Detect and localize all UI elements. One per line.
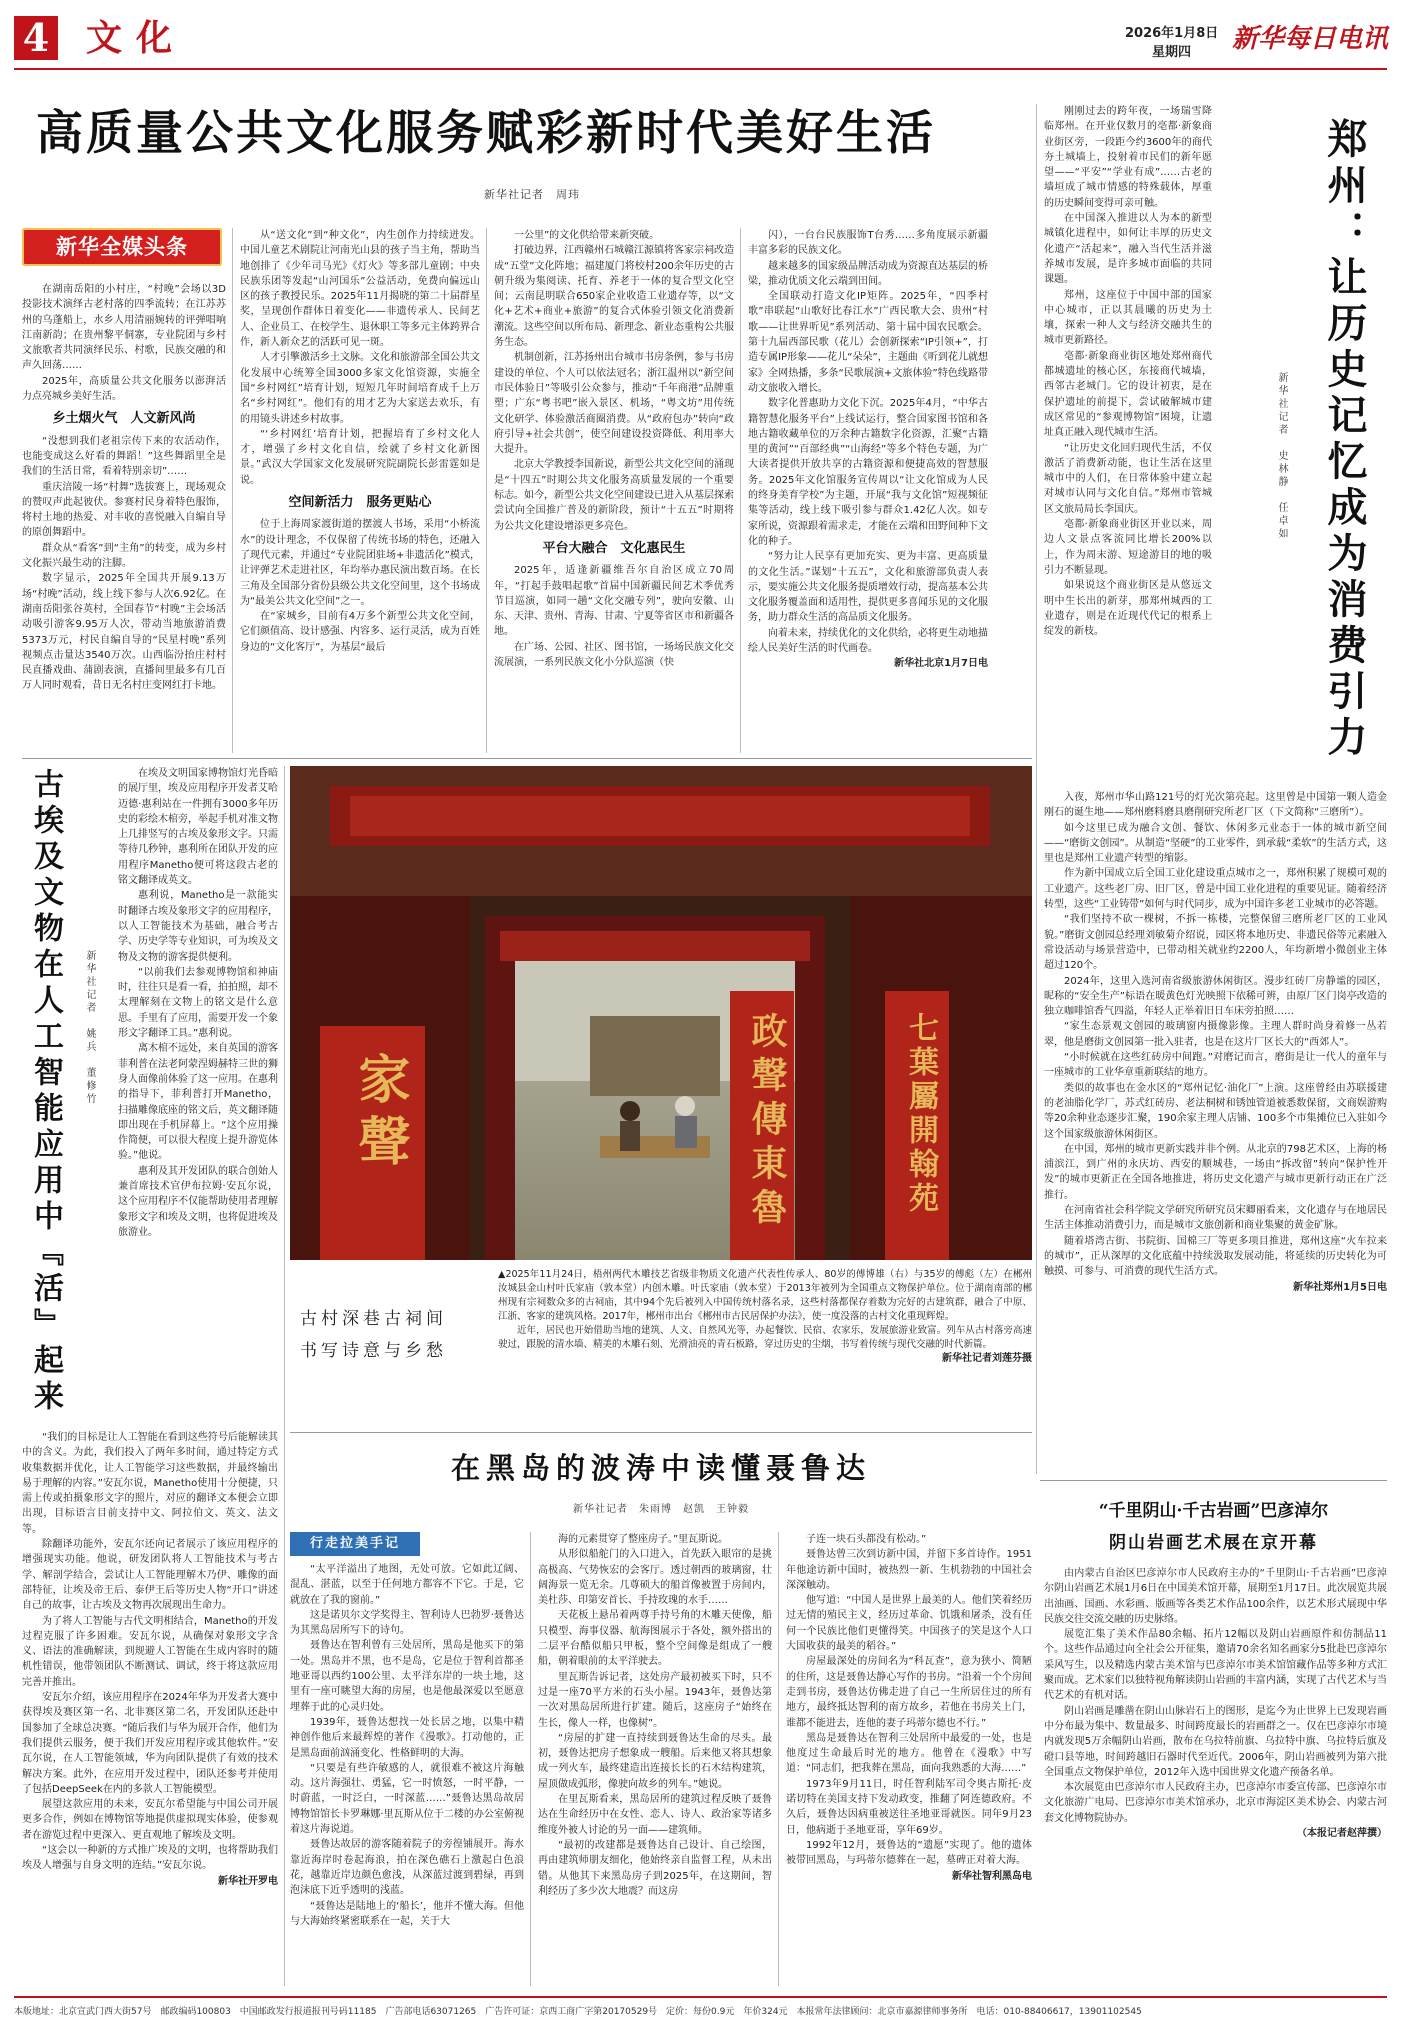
yinshan-body xyxy=(1044,1566,1387,1841)
paragraph: 在湖南岳阳的小村庄，“村晚”会场以3D投影技术演绎古老村落的四季流转；在江苏苏州的乌蓬船上，水乡人用清丽婉转的评弹唱响江南新韵；在贵州黎平侗寨，专业院团与乡村文旅歌者共同演绎民乐、村歌，民族交融的和声久回荡…… xyxy=(22,284,226,372)
main-col-1 xyxy=(22,282,226,694)
paragraph: 里瓦斯告诉记者，这处房产最初被买下时，只不过是一座70平方米的石头小屋。1943年，聂鲁达第一次对黑岛居所进行扩建。随后，这座房子“始终在生长，像人一样，也像树”。 xyxy=(538,1671,772,1729)
news-badge-label: 新华全媒头条 xyxy=(56,234,188,259)
paragraph: 刚刚过去的跨年夜，一场瑞雪降临郑州。在开业仅数月的亳都·新象商业街区旁，一段距今约3600年的商代夯土城墙上，投射着市民们的新年愿望——“平安”“学业有成”……古老的墙垣成了城市情感的特殊载体，厚重的历史瞬间变得可亲可触。 xyxy=(1044,106,1212,209)
paragraph: 闪），一台台民族服饰T台秀……多角度展示新疆丰富多彩的民族文化。 xyxy=(748,230,988,257)
paragraph: 郑州，这座位于中国中部的国家中心城市，正以其晨曦的历史为土壤，探索一种人文与经济交融共生的城市更新路径。 xyxy=(1044,289,1212,347)
egypt-headline: 古埃及文物在人工智能应用中『活』起来 xyxy=(28,768,63,1416)
footer-info: 本版地址：北京宣武门西大街57号 邮政编码100803 中国邮政发行报道报刊号码11185 广告部电话63071265 广告许可证：京西工商广字第20170529号 定价：每份0.9元 年价324元 本报常年法律顾问：北京市嘉源律师事务所 电话：010-88406617，13901102545 xyxy=(14,2007,1142,2017)
column-divider xyxy=(1036,104,1037,1474)
paragraph: 打破边界，江西赣州石城赣江源镇将客家宗祠改造成“五堂”文化阵地；福建厦门将校村200余年历史的古朝升级为集阅读、托育、养老于一体的复合型文化空间；云南昆明联合650家企业收造工业遗存等，以“文化+艺术+商业+旅游”的复合式体验引领文化消费新潮流。这些空间以所布局、新理念、新业态重构公共服务生态。 xyxy=(494,245,734,349)
neruda-byline: 新华社记者 朱雨博 赵凯 王钟毅 xyxy=(573,1504,749,1515)
neruda-col-1 xyxy=(290,1562,524,1929)
column-divider xyxy=(740,228,741,753)
paragraph: 这是诺贝尔文学奖得主、智利诗人巴勃罗·聂鲁达为其黑岛居所写下的诗句。 xyxy=(290,1609,524,1637)
photo-caption-title-line1: 古村深巷古祠间 xyxy=(300,1309,447,1329)
section-divider xyxy=(1040,1480,1387,1481)
column-divider xyxy=(232,228,233,753)
paragraph: 如果说这个商业街区是从悠远文明中生长出的新芽，那郑州城西的工业遗存，则是在近现代代记的根系上绽发的新枝。 xyxy=(1044,580,1212,638)
paragraph: “‘乡村网红’培育计划，把握培育了乡村文化人才，增强了乡村文化自信，绘就了乡村文化新图景。”武汉大学国家文化发展研究院副院长彭雷霆如是说。 xyxy=(240,428,480,486)
column-divider xyxy=(530,1532,531,1986)
paragraph: 亳都·新象商业街区开业以来，周边人文景点客流同比增长200%以上，作为周末游、短途游目的地的吸引力不断显现。 xyxy=(1044,519,1212,576)
signoff: 新华社郑州1月5日电 xyxy=(1293,1281,1387,1293)
page-header xyxy=(0,0,1401,72)
paragraph: “只要是有些许敏感的人，就很难不被这片海触动。这片海强壮、勇猛，它一时愤怒，一时平静，一时蔚蓝，一时泛白，一时深蓝……”聂鲁达黑岛故居博物馆馆长卡罗琳娜·里瓦斯从位于二楼的办公室俯视着这片海说道。 xyxy=(290,1762,524,1836)
subheading: 平台大融合 文化惠民生 xyxy=(542,540,686,556)
paragraph: 向着未来，持续优化的文化供给，必将更生动地描绘人民美好生活的时代画卷。 xyxy=(748,627,988,655)
zhengzhou-col-bottom xyxy=(1044,790,1387,1295)
paragraph: 展望这款应用的未来，安瓦尔希望能与中国公司开展更多合作，例如在博物馆等地提供虚拟现实体验，使参观者在游览过程中更深入、更直观地了解埃及文明。 xyxy=(22,1799,278,1841)
photo-caption xyxy=(498,1268,1032,1366)
plaque-middle: 政聲傳東魯 xyxy=(746,1012,788,1232)
zhengzhou-col-top xyxy=(1044,104,1212,639)
caption-text: ▲2025年11月24日，梧州两代木雕技艺省级非物质文化遗产代表性传承人、80岁的傅博雄（右）与35岁的傅彪（左）在郴州汝城县金山村叶氏家庙（敦本堂）内创木雕。叶氏家庙（敦本堂）于2013年被列为全国重点文物保护单位。位于湖南南部的郴州现有宗祠数众多的古祠庙，其中94个先后被列入中国传统村落名录，这些村落都保存着数为完好的古建筑群，融合了中原、江浙、客家的建筑风格。2017年，郴州市出台《郴州市古民居保护办法》，使一度没落的古村文化重现辉煌。 xyxy=(498,1269,1032,1322)
header-rule xyxy=(14,68,1387,70)
paragraph: 人才引擎激活乡土文脉。文化和旅游部全国公共文化发展中心统筹全国3000多家文化馆资源，实施全国“乡村网红”培育计划，短短几年时间培育成千上万名“乡村网红”。他们有的用才艺为大家送去欢乐，有的用镜头讲述乡村故事。 xyxy=(240,352,480,425)
paragraph: 聂鲁达曾三次到访新中国，并留下多首诗作。1951年他途访新中国时，被热烈一新、生机勃勃的中国社会深深触动。 xyxy=(786,1549,1032,1591)
paragraph: 在里瓦斯看来，黑岛居所的建筑过程反映了聂鲁达在生命经历中在女性、恋人、诗人、政治家等诸多维度外被人讨论的另一面——建筑师。 xyxy=(538,1794,772,1836)
paragraph: 数字显示，2025年全国共开展9.13万场“村晚”活动，线上线下参与人次6.92亿。在湖南岳阳张谷英村，全国春节“村晚”主会场活动吸引游客9.95万人次，带动当地旅游消费5373万元，村民自编自导的“民星村晚”系列视频点击量达3540万次。山西临汾抬庄村村民直播戏曲、蒲剧表演，直播间里最多有几百万人同时观看，昔日无名村庄变网红打卡地。 xyxy=(22,573,226,692)
paragraph: 在“家城乡，目前有4万多个新型公共文化空间，它们颜值高、设计感强、内容多、运行灵活，成为百姓身边的“文化客厅”，为基层“最后 xyxy=(240,611,480,653)
paragraph: “没想到我们老祖宗传下来的农活动作，也能变成这么好看的舞蹈！”这些舞蹈里全是我们的生活日常，看着特别亲切”…… xyxy=(22,435,226,478)
main-col-3 xyxy=(494,228,734,670)
main-col-4 xyxy=(748,228,988,672)
zhengzhou-byline: 新华社记者 史林静 任卓如 xyxy=(1276,372,1287,541)
paragraph: “房屋的扩建一直持续到聂鲁达生命的尽头。最初，聂鲁达把房子想象成一艘船。后来他又将其想象成一列火车，最终建造出连接长长的石木结构建筑，屋顶做成弧形，像驶向故乡的列车。”她说。 xyxy=(538,1732,772,1790)
paragraph: 群众从“看客”到“主角”的转变，成为乡村文化振兴最生动的注脚。 xyxy=(22,542,226,570)
signoff: 新华社北京1月7日电 xyxy=(894,658,988,670)
paragraph: “我们的目标是让人工智能在看到这些符号后能解读其中的含义。为此，我们投入了两年多时间，通过特定方式收集数据并优化，让人工智能学习这些数据，并最终输出易于理解的内容。”安瓦尔说，Manetho使用十分便捷，只需上传或拍摄象形文字的照片，对应的翻译文本便会立即出现，目标语言目前支持中文、阿拉伯文、英文、法文等。 xyxy=(22,1432,278,1535)
plaque-left: 家聲 xyxy=(349,1052,410,1176)
paragraph: 1939年，聂鲁达想找一处长居之地，以集中精神创作他后来最辉煌的著作《漫歌》。打动他的，正是黑岛面前汹涌变化、性格鲜明的大海。 xyxy=(290,1716,524,1759)
paragraph: “以前我们去参观博物馆和神庙时，往往只是看一看，拍拍照，却不太理解刻在文物上的铭文是什么意思。手里有了应用，需要开发一个象形文字翻译工具。”惠利说。 xyxy=(118,966,278,1040)
paragraph: 位于上海周家渡街道的摆渡人书场，采用“小桥流水”的设计理念，不仅保留了传统书场的特色，还融入了现代元素，并通过“专业院团驻场+非遗活化”模式，让评弹艺术走进社区，年均举办惠民演出数百场。在长三角及全国部分省份县级公共文化空间里，这个书场成为“最美公共文化空间”之一。 xyxy=(240,519,480,607)
paragraph: 从“送文化”到“种文化”，内生创作力持续迸发。中国儿童艺术剧院让河南光山县的孩子当主角，帮助当地创排了《少年司马光》《灯火》等多部儿童剧；中央民族乐团等发起“山河国乐”公益活动，免费向偏远山区的孩子教授民乐。2025年11月揭晓的第二十届群星奖，呈现创作群体日着变化——非遗传承人、民间艺人、企业员工、在校学生、退休职工等多元主体跨界合作，新人新众艺的活跃可见一斑。 xyxy=(240,230,480,349)
column-divider xyxy=(284,766,285,1986)
paragraph: “家生态景观文创园的玻璃窗内摄像影像。主理人群时尚身着修一丛若翠，他是磨街文创园第一批入驻者，也是在这片厂区长大的“西郊人”。 xyxy=(1044,1021,1387,1048)
paragraph: 聂鲁达故居的游客随着院子的旁徨铺展开。海水靠近海岸时卷起海浪，拍在深色礁石上激起白色浪花，越靠近岸边颜色愈浅，从深蓝过渡到碧绿，再到泡沫底下近乎透明的浅蓝。 xyxy=(290,1839,524,1897)
neruda-headline: 在黑岛的波涛中读懂聂鲁达 xyxy=(450,1451,871,1485)
paragraph: 阴山岩画是雕凿在阴山山脉岩石上的图形，是迄今为止世界上已发现岩画中分布最为集中、数量最多、时间跨度最长的岩画群之一。仅在巴彦淖尔市境内就发现5万余幅阴山岩画，散布在乌拉特前旗、乌拉特中旗、乌拉特后旗及磴口县等地，时间跨越旧石器时代至近代。2006年，阴山岩画被列为第六批全国重点文物保护单位，2012年入选中国世界文化遗产预备名单。 xyxy=(1044,1705,1387,1778)
neruda-col-2 xyxy=(538,1532,772,1899)
zhengzhou-headline: 郑州：让历史记忆成为消费引力 xyxy=(1321,118,1368,762)
main-col-2 xyxy=(240,228,480,655)
subheading: 空间新活力 服务更贴心 xyxy=(288,495,432,511)
paragraph: “太平洋溢出了地图，无处可放。它如此辽阔、混乱、湛蓝，以至于任何地方都容不下它。于是，它就放在了我的窗前。” xyxy=(290,1564,524,1606)
paragraph: 如今这里已成为融合文创、餐饮、休闲多元业态于一体的城市新空间——“磨街文创园”。从制造“坚硬”的工业零件，到承载“柔软”的生活方式，这里也是郑州工业遗产转型的缩影。 xyxy=(1044,822,1387,865)
paragraph: 子连一块石头都没有松动。” xyxy=(806,1534,927,1545)
paragraph: “小时候就在这些红砖房中间跑。”对磨记而言，磨街是让一代人的童年与一座城市的工业华章重新联结的地方。 xyxy=(1044,1052,1387,1079)
paragraph: 天花板上悬吊着两尊手持号角的木雕天使像，船只模型、海事仪器、航海图展示于各处，额外搭出的二层平台酷似船只甲板，整个空间像是组成了一艘船，朝着眼前的太平洋驶去。 xyxy=(538,1610,772,1668)
yinshan-headline-line2: 阴山岩画艺术展在京开幕 xyxy=(1109,1533,1318,1553)
paragraph: 房屋最深处的房间名为“科瓦查”，意为狭小、简陋的住所，这是聂鲁达静心写作的书房。“沿着一个个房间走到书房，聂鲁达仿佛走进了自己一生所居住过的所有地方，最终抵达智利的南方故乡，若他在书房关上门，谁都不能进去，连他的妻子玛蒂尔德也不行。” xyxy=(786,1656,1032,1729)
photo-ancestral-hall xyxy=(290,766,1032,1260)
paragraph: 聂鲁达在智利曾有三处居所，黑岛是他买下的第一处。黑岛并不黑，也不是岛，它是位于智利首都圣地亚哥以西约100公里、太平洋东岸的一块土地，这里有一座可眺望大海的房屋，也是他最深爱以至愿意埋葬于此的心灵归处。 xyxy=(290,1640,524,1713)
paragraph: 1992年12月，聂鲁达的“遗愿”实现了。他的遗体被带回黑岛，与玛蒂尔德葬在一起，墓碑正对着大海。 xyxy=(786,1839,1032,1867)
header-weekday: 星期四 xyxy=(1152,45,1192,60)
column-tag xyxy=(290,1532,420,1556)
paragraph: 北京大学教授李国新说，新型公共文化空间的涌现是“十四五”时期公共文化服务高质量发展的一个重要标志。如今，新型公共文化空间建设已进入从基层探索尝试向全国推广普及的新阶段，预计“十五五”时期将为公共文化建设增添更多亮色。 xyxy=(494,459,734,532)
section-divider xyxy=(290,1432,1032,1433)
paragraph: “最初的改建都是聂鲁达自己设计、自己绘图，再由建筑师朋友细化，他始终亲自监督工程，从未出错。从他其下来黑岛房子到2025年，在这期间，智利经历了多少次大地震？而这房 xyxy=(538,1839,772,1897)
paragraph: 2024年，这里入选河南省级旅游休闲街区。漫步红砖厂房静谧的园区，昵称的“安全生产”标语在暖黄色灯光映照下依稀可辨，由原厂区门岗亭改造的独立咖啡馆香气四溢，年轻人正举着旧日车床旁拍照…… xyxy=(1044,975,1387,1018)
paragraph: 在中国，郑州的城市更新实践并非个例。从北京的798艺术区，上海的杨浦滨江，到广州的永庆坊、西安的顺城巷，一场由“拆改留”转向“保护性开发”的城市更新正在全国各地推进，将历史文化遗产与城市更新行动正在广泛推行。 xyxy=(1044,1143,1387,1201)
neruda-col-3 xyxy=(786,1532,1032,1884)
paragraph: 2025年，适逢新疆维吾尔自治区成立70周年，“打起手鼓唱起歌”首届中国新疆民间艺术季优秀节目巡演，如同一趟“文化交融专列”，驶向安徽、山东、天津、贵州、青海、甘肃、宁夏等省区市和新疆各地。 xyxy=(494,565,734,638)
paragraph: “这会以一种新的方式推广埃及的文明，也将帮助我们埃及人增强与自身文明的连结。”安瓦尔说。 xyxy=(22,1845,278,1872)
caption-text: 近年，居民也开始借助当地的建筑、人文、自然风光等，办起餐饮、民宿、农家乐，发展旅游业致富。列车从古村落旁高速驶过，跟脱的清水墙、精美的木雕石刻、光滑油亮的青石板路，穿过历史的尘烟，书写着传统与现代交融的时代新篇。 xyxy=(498,1325,1032,1350)
paragraph: 亳都·新象商业街区地处郑州商代都城遗址的核心区，东接商代城墙，西邻古老城门。它的设计初衷，是在保护遗址的前提下，尝试破解城市建成区常见的“参观博物馆”困境，让遗址真正融入现代城市生活。 xyxy=(1044,350,1212,439)
paragraph: 安瓦尔介绍，该应用程序在2024年华为开发者大赛中获得埃及赛区第一名、北非赛区第二名，开发团队还赴中国参加了全球总决赛。“随后我们与华为展开合作，他们为我们提供云服务，便于我们开发应用程序或其他软件。”安瓦尔说，在人工智能领域，华为向团队提供了有效的技术解决方案。此外，在应用开发过程中，团队还参考并使用了包括DeepSeek在内的多款人工智能模型。 xyxy=(22,1692,278,1795)
egypt-byline: 新华社记者 姚兵 董修竹 xyxy=(84,950,95,1106)
paragraph: 海的元素贯穿了整座房子。”里瓦斯说。 xyxy=(558,1534,729,1545)
paragraph: 离木棺不远处，来自英国的游客菲利普在法老阿蒙涅姆赫特三世的狮身人面像前体验了这一应用。在惠利的指导下，菲利普打开Manetho，扫描雕像底座的铭文后，英文翻译随即出现在手机屏幕上。“这个应用操作简便，可以很大程度上提升游览体验。”他说。 xyxy=(118,1043,278,1162)
paragraph: “我们坚持不砍一棵树，不拆一栋楼，完整保留三磨所老厂区的工业风貌。”磨街文创园总经理刘敏菊介绍说，园区将本地历史、非遗民俗等元素融入常设活动与场景营造中，已带动相关就业约2200人，年均新增小微创业主体超过120个。 xyxy=(1044,914,1387,972)
paragraph: 为了将人工智能与古代文明相结合，Manetho的开发过程克服了许多困难。安瓦尔说，从确保对象形文字含义、语法的准确解读，到规避人工智能在生成内容时的随机性错误，他带领团队不断测试、调试，终于将这款应用完善并推出。 xyxy=(22,1615,278,1688)
paragraph: 1973年9月11日，时任智利陆军司令奥古斯托·皮诺切特在美国支持下发动政变，推翻了阿连德政府。不久后，聂鲁达因病重被送往圣地亚哥就医。同年9月23日，他病逝于圣地亚哥，享年69岁。 xyxy=(786,1778,1032,1836)
paragraph: 随着塔湾古街、书院街、国棉三厂等更多项目推进，郑州这座“火车拉来的城市”，正从深厚的文化底蕴中持续汲取发展动能，将延续的历史转化为可触摸、可参与、可消费的现代生活方式。 xyxy=(1044,1235,1387,1278)
plaque-right: 七葉屬開翰苑 xyxy=(903,1012,938,1216)
header-date: 2026年1月8日 xyxy=(1125,26,1219,41)
paragraph: 在河南省社会科学院文学研究所研究员宋卿丽看来，文化遗存与在地居民生活主体推动消费引力，而是城市文旅创新和商业集聚的黄金矿脉。 xyxy=(1044,1205,1387,1232)
photo-credit: 新华社记者刘莲芬摄 xyxy=(942,1353,1032,1364)
paragraph: 展览汇集了美术作品80余幅、拓片12幅以及阴山岩画原件和仿制品11个。这些作品通过向全社会公开征集，邀请70余名知名画家分5批赴巴彦淖尔采风写生，以及精选内蒙古美术馆与巴彦淖尔市美术馆馆藏作品等多种方式汇聚而成。艺术家们以独特视角解读阴山岩画的丰富内涵，实现了古代艺术与当代艺术的有机对话。 xyxy=(1044,1629,1387,1702)
main-byline: 新华社记者 周玮 xyxy=(484,188,580,201)
paragraph: 由内蒙古自治区巴彦淖尔市人民政府主办的“千里阴山·千古岩画”巴彦淖尔阴山岩画艺术展1月6日在中国美术馆开幕，展期至1月17日。此次展览共展出油画、国画、水彩画、版画等各类艺术作品100余件，以艺术形式展现中华民族交往交流交融的历史脉络。 xyxy=(1044,1568,1387,1625)
paragraph: 本次展览由巴彦淖尔市人民政府主办，巴彦淖尔市委宣传部、巴彦淖尔市文化旅游广电局、巴彦淖尔市美术馆承办，北京市海淀区美术协会、内蒙古河套文化博物院协办。 xyxy=(1044,1782,1387,1824)
section-title: 文化 xyxy=(86,17,187,59)
paragraph: 在广场、公园、社区、图书馆，一场场民族文化交流展演，一系列民族文化小分队巡演（快 xyxy=(494,641,734,669)
signoff: 新华社智利黑岛电 xyxy=(952,1870,1032,1882)
paragraph: 惠利及其开发团队的联合创始人兼首席技术官伊布拉姆·安瓦尔说，这个应用程序不仅能帮助使用者理解象形文字和埃及文明，也将促进埃及旅游业。 xyxy=(118,1165,278,1238)
paragraph: 在埃及文明国家博物馆灯光昏暗的展厅里，埃及应用程序开发者艾哈迈德·惠利站在一件拥有3000多年历史的彩绘木棺旁，举起手机对准文物上几排竖写的古埃及象形文字。只需等待几秒钟，惠利所在团队开发的应用程序Manetho便可将这段古老的铭文翻译成英文。 xyxy=(118,768,278,887)
signoff: （本报记者赵萍撰） xyxy=(1297,1828,1387,1840)
column-tag-label: 行走拉美手记 xyxy=(309,1536,400,1551)
paragraph: 机制创新，江苏扬州出台城市书房条例，参与书房建设的单位、个人可以依法冠名；浙江温州以“新空间市民体验日”等吸引公众参与，推动“千年商港”品牌重塑；广东“粤书吧”嵌入景区、机场，“粤文坊”用传统文化研学、体验激活商圈消费。从“政府包办”转向“政府引导+社会共创”，使空间建设投资降低、利用率大大提升。 xyxy=(494,352,734,456)
main-headline: 高质量公共文化服务赋彩新时代美好生活 xyxy=(36,106,936,161)
paragraph: 全国联动打造文化IP矩阵。2025年，“四季村歌”串联起“山歌好比春江水”广西民歌大会、贵州“村歌——让世界听见”系列活动、第十届中国农民歌会。第十九届西部民歌（花儿）会创新探索“IP引领+”，打造专属IP形象——花儿“朵朵”，主题曲《听到花儿就想家》全网热播，多条“民歌展演+文旅体验”特色线路带动文旅收入增长。 xyxy=(748,291,988,394)
paragraph: “努力让人民享有更加充实、更为丰富、更高质量的文化生活。”谋划“十五五”，文化和旅游部负责人表示，要实施公共文化服务提质增效行动，提高基本公共文化服务覆盖面和适用性，提供更多喜闻乐见的文化服务，助力群众生活的高品质文化服务。 xyxy=(748,551,988,624)
paragraph: “让历史文化回归现代生活，不仅激活了消费新动能，也让生活在这里城市中的人们，在日常体验中建立起对城市认同与文化自信。”郑州市管城区文旅局局长李国庆。 xyxy=(1044,442,1212,515)
signoff: 新华社开罗电 xyxy=(218,1875,278,1887)
paragraph: 越来越多的国家级品牌活动成为资源直达基层的桥梁，推动优质文化云端到田间。 xyxy=(748,260,988,287)
masthead-logo: 新华每日电讯 xyxy=(1232,24,1389,54)
paragraph: 惠利说，Manetho是一款能实时翻译古埃及象形文字的应用程序，以人工智能技术为基础，融合考古学、历史学等专业知识，可为埃及文物及文物的游客提供便利。 xyxy=(118,890,278,963)
photo-caption-title-line2: 书写诗意与乡愁 xyxy=(300,1341,447,1361)
paragraph: 类似的故事也在金水区的“郑州记忆·油化厂”上演。这座曾经由苏联援建的老油脂化学厂，苏式红砖房、老法桐树和锈蚀管道被悉数保留，文商娱游购等20余种业态逐步汇聚，190余家主理人店铺、100多个市集摊位已入驻如今这个国家级旅游休闲街区。 xyxy=(1044,1082,1387,1140)
column-divider xyxy=(778,1532,779,1986)
egypt-col-top xyxy=(118,766,278,1240)
paragraph: 从形似船舵门的入口进入，首先跃入眼帘的是挑高极高、气势恢宏的会客厅。透过朝西的玻璃窗，壮阔海景一览无余。几尊硕大的船首像被置于房间内，美杜莎、印第安首长、手持玫瑰的水手…… xyxy=(538,1549,772,1607)
footer-rule xyxy=(14,1996,1387,1998)
paragraph: 黑岛是聂鲁达在智利三处居所中最爱的一处，也是他度过生命最后时光的地方。他曾在《漫歌》中写道：“同志们，把我葬在黑岛，面向我熟悉的大海……” xyxy=(786,1732,1032,1775)
page-number: 4 xyxy=(22,15,50,60)
paragraph: 入夜，郑州市华山路121号的灯光次第亮起。这里曾是中国第一颗人造金刚石的诞生地——郑州磨料磨具磨削研究所老厂区（下文简称“三磨所”）。 xyxy=(1044,792,1387,819)
paragraph: 他写道：“中国人是世界上最美的人。他们笑着经历过无情的殖民主义，经历过革命、饥饿和屠杀，没有任何一个民族比他们更懂得笑。中国孩子的笑是这个人口大国收获的最美的稻谷。” xyxy=(786,1595,1032,1653)
subheading: 乡土烟火气 人文新风尚 xyxy=(52,411,196,427)
paragraph: “聂鲁达是陆地上的‘船长’，他并不懂大海。但他与大海始终紧密联系在一起，关于大 xyxy=(290,1900,524,1927)
paragraph: 重庆涪陵一场“村舞”选拔赛上，现场观众的赞叹声此起彼伏。参赛村民身着特色服饰，将村土地的热爱、对丰收的喜悦融入自编自导的原创舞蹈中。 xyxy=(22,481,226,539)
egypt-col-bottom xyxy=(22,1430,278,1889)
column-divider xyxy=(486,228,487,753)
news-badge xyxy=(22,228,222,266)
paragraph: 除翻译功能外，安瓦尔还向记者展示了该应用程序的增强现实功能。他说，研发团队将人工智能技术与考古学、解剖学结合，尝试让人工智能理解木乃伊、雕像的面部特征，让埃及帝王后、泰伊王后等历史人物“开口”讲述自己的故事，让古埃及文物再次展现出生命力。 xyxy=(22,1539,278,1612)
section-divider xyxy=(22,758,1032,759)
yinshan-headline-line1: “千里阴山·千古岩画”巴彦淖尔 xyxy=(1098,1501,1329,1521)
paragraph: 一公里”的文化供给带来新突破。 xyxy=(514,230,660,241)
paragraph: 作为新中国成立后全国工业化建设重点城市之一，郑州积累了规模可观的工业遗产。这些老厂房、旧厂区，曾是中国工业化进程的重要见证。随着经济转型，这些“工业铸带”如何与时代同步，成为中国许多老工业城市的必答题。 xyxy=(1044,868,1387,911)
paragraph: 2025年，高质量公共文化服务以澎湃活力点亮城乡美好生活。 xyxy=(22,375,226,403)
paragraph: 在中国深入推进以人为本的新型城镇化进程中，如何让丰厚的历史文化遗产“活起来”，融入当代生活并滋养城市发展，是许多城市面临的共同课题。 xyxy=(1044,213,1212,286)
paragraph: 数字化普惠助力文化下沉。2025年4月，“中华古籍智慧化服务平台”上线试运行，整合国家图书馆和各地古籍收藏单位的万余种古籍数字化资源，汇聚“古籍里的黄河”“百部经典”“山海经”等多个特色专题，为广大读者提供开放共享的古籍资源和便捷高效的智慧服务。2025年文化馆服务宣传周以“让文化馆成为人民的终身美育学校”为主题，开展“我与文化馆”短视频征集等活动，线上线下吸引参与群众1.42亿人次。如专家所说，资源跟着需求走，才能在云端和田野间种下文化的种子。 xyxy=(748,398,988,547)
